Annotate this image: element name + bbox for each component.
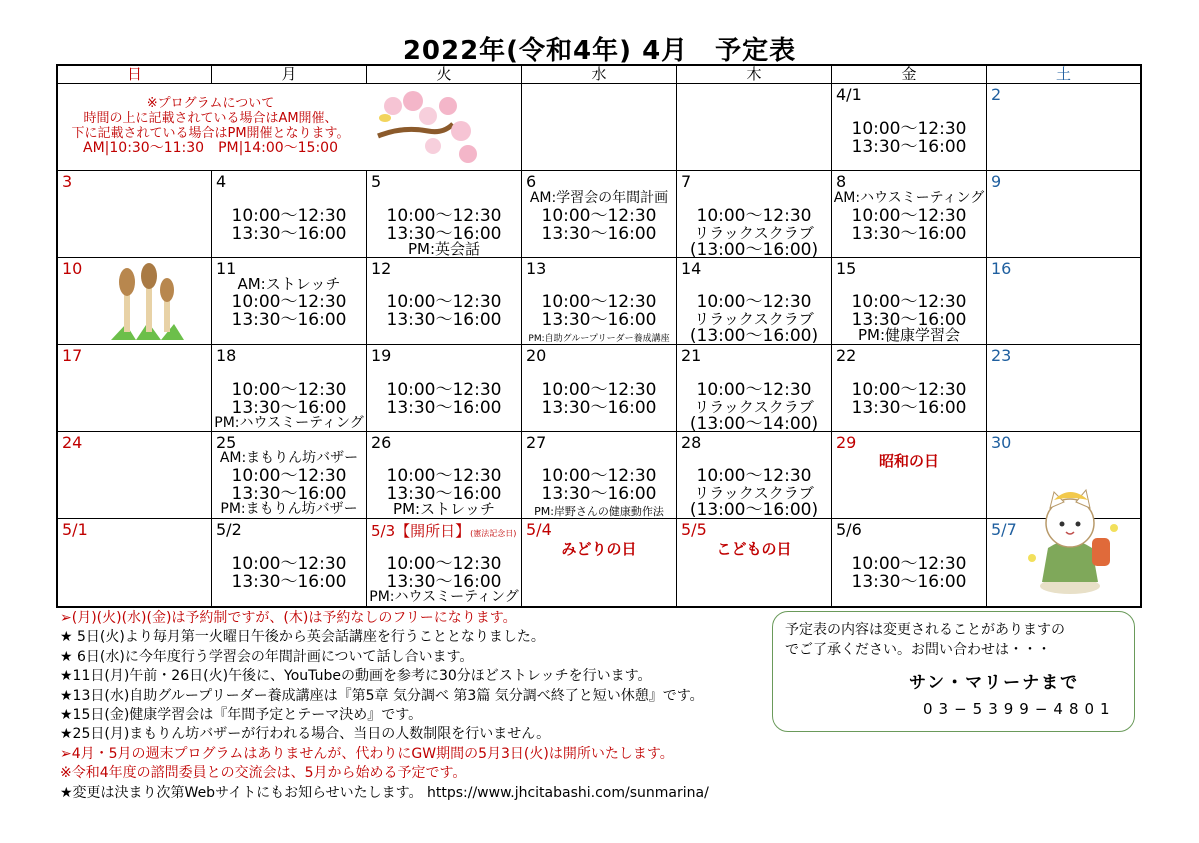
- time-pm: 13:30〜16:00: [386, 398, 502, 418]
- time-am: 10:00〜12:30: [386, 380, 502, 400]
- day-cell-11: [212, 258, 367, 345]
- day-cell-5-5: [677, 519, 832, 606]
- holiday-kodomo: こどもの日: [716, 540, 792, 558]
- cat-mascot-illustration: [1018, 478, 1128, 598]
- day-number: 15: [836, 259, 857, 278]
- horsetail-illustration: [106, 262, 186, 342]
- event-bazaar-am: AM:まもりん坊バザー: [219, 450, 359, 466]
- time-pm: 13:30〜16:00: [231, 224, 347, 244]
- event-stretch-am: AM:ストレッチ: [237, 275, 341, 293]
- day-number: 12: [371, 259, 392, 278]
- time-pm: 13:30〜16:00: [851, 398, 967, 418]
- day-number: 19: [371, 346, 392, 365]
- event-house-pm: PM:ハウスミーティング: [214, 415, 364, 431]
- day-number: 11: [216, 259, 237, 278]
- day-cell-27: [522, 432, 677, 519]
- time-am: 10:00〜12:30: [541, 292, 657, 312]
- day-number: 4/1: [836, 85, 862, 104]
- day-number: 2: [991, 85, 1002, 104]
- note-item: ➢4月・5月の週末プログラムはありませんが、代わりにGW期間の5月3日(火)は開所いたします。: [60, 745, 674, 762]
- time-pm: 13:30〜16:00: [541, 224, 657, 244]
- time-am: 10:00〜12:30: [696, 380, 812, 400]
- time-am: 10:00〜12:30: [386, 466, 502, 486]
- day-number: 22: [836, 346, 857, 365]
- time-am: 10:00〜12:30: [541, 206, 657, 226]
- time-am: 10:00〜12:30: [386, 206, 502, 226]
- day-cell-5: [367, 171, 522, 258]
- day-number: 27: [526, 433, 547, 452]
- program-notice: [58, 84, 367, 171]
- time-am: 10:00〜12:30: [696, 466, 812, 486]
- day-cell-4-1: [832, 84, 987, 171]
- day-cell-5-3: [367, 519, 522, 606]
- time-am: 10:00〜12:30: [231, 206, 347, 226]
- contact-line-2: でご了承ください。お問い合わせは・・・: [785, 642, 1051, 658]
- holiday-note: (憲法記念日): [470, 529, 517, 538]
- day-number: 25: [216, 433, 237, 452]
- day-cell-4: [212, 171, 367, 258]
- day-number: 5/5: [681, 520, 707, 539]
- day-cell-6: [522, 171, 677, 258]
- day-number: 5/6: [836, 520, 862, 539]
- note-item: ★25日(月)まもりん坊バザーが行われる場合、当日の人数制限を行いません。: [60, 726, 551, 743]
- time-am: 10:00〜12:30: [541, 380, 657, 400]
- day-number: 23: [991, 346, 1012, 365]
- day-cell-18: [212, 345, 367, 432]
- day-number: 9: [991, 172, 1002, 191]
- event-health: PM:健康学習会: [857, 326, 961, 344]
- day-cell-26: [367, 432, 522, 519]
- time-pm: 13:30〜16:00: [851, 137, 967, 157]
- day-number: 14: [681, 259, 702, 278]
- note-item: ★11日(月)午前・26日(火)午後に、YouTubeの動画を参考に30分ほどストレッチを行います。: [60, 668, 652, 685]
- day-cell-13: [522, 258, 677, 345]
- day-cell-16: [987, 258, 1140, 345]
- time-pm: 13:30〜16:00: [851, 224, 967, 244]
- contact-message: [785, 620, 1065, 660]
- time-am: 10:00〜12:30: [231, 380, 347, 400]
- contact-phone: 03−5399−4801: [923, 700, 1116, 718]
- note-item: ※令和4年度の諮問委員との交流会は、5月から始める予定です。: [60, 765, 467, 782]
- day-number: [371, 520, 516, 541]
- holiday-midori: みどりの日: [561, 540, 637, 558]
- day-number: 10: [62, 259, 83, 278]
- time-pm: 13:30〜16:00: [541, 398, 657, 418]
- day-cell-15: [832, 258, 987, 345]
- event-relax-time: (13:00〜14:00): [689, 414, 819, 432]
- day-number: 6: [526, 172, 537, 191]
- time-am: 10:00〜12:30: [231, 292, 347, 312]
- time-pm: 13:30〜16:00: [386, 572, 502, 592]
- day-number: 18: [216, 346, 237, 365]
- day-cell-23: [987, 345, 1140, 432]
- day-cell-29: [832, 432, 987, 519]
- day-number: 3: [62, 172, 73, 191]
- note-item: ★ 5日(火)より毎月第一火曜日午後から英会話講座を行うこととなりました。: [60, 629, 545, 646]
- day-number: 8: [836, 172, 847, 191]
- time-pm: 13:30〜16:00: [541, 484, 657, 504]
- day-cell-7: [677, 171, 832, 258]
- time-am: 10:00〜12:30: [231, 554, 347, 574]
- day-cell-5-1: [58, 519, 212, 606]
- day-cell-21: [677, 345, 832, 432]
- event-house-pm: PM:ハウスミーティング: [369, 589, 519, 605]
- day-cell-8: [832, 171, 987, 258]
- weekday-sun: 日: [58, 66, 212, 84]
- day-number: 30: [991, 433, 1012, 452]
- notice-line-3: 下に記載されている場合はPM開催となります。: [71, 126, 350, 141]
- time-pm: 13:30〜16:00: [231, 484, 347, 504]
- time-pm: 13:30〜16:00: [231, 572, 347, 592]
- day-number: 16: [991, 259, 1012, 278]
- event-relax-time: (13:00〜16:00): [689, 326, 819, 345]
- notice-line-2: 時間の上に記載されている場合はAM開催、: [83, 111, 338, 126]
- time-pm: 13:30〜16:00: [851, 572, 967, 592]
- weekday-thu: 木: [677, 66, 832, 84]
- cherry-blossom-cell: [367, 84, 522, 171]
- note-item: ★13日(水)自助グループリーダー養成講座は『第5章 気分調べ 第3篇 気分調べ終了と短い休憩』です。: [60, 687, 704, 704]
- day-cell-12: [367, 258, 522, 345]
- time-pm: 13:30〜16:00: [231, 310, 347, 330]
- day-number: 5/1: [62, 520, 88, 539]
- day-cell-17: [58, 345, 212, 432]
- day-cell-5-6: [832, 519, 987, 606]
- day-cell-25: [212, 432, 367, 519]
- note-item: ★変更は決まり次第Webサイトにもお知らせいたします。 https://www.jhcitabashi.com/sunmarina/: [60, 784, 709, 801]
- day-number: 5/7: [991, 520, 1017, 539]
- time-am: 10:00〜12:30: [386, 292, 502, 312]
- event-relax-time: (13:00〜16:00): [689, 240, 819, 258]
- event-kishino: PM:岸野さんの健康動作法: [534, 505, 664, 518]
- time-pm: 13:30〜16:00: [541, 310, 657, 330]
- day-cell-5-2: [212, 519, 367, 606]
- event-relax: リラックスクラブ: [694, 224, 814, 242]
- event-stretch-pm: PM:ストレッチ: [393, 500, 495, 518]
- notice-line-1: ※プログラムについて: [146, 96, 275, 111]
- day-label: 5/3【開所日】: [371, 522, 471, 540]
- time-am: 10:00〜12:30: [696, 206, 812, 226]
- time-am: 10:00〜12:30: [851, 206, 967, 226]
- weekday-tue: 火: [367, 66, 522, 84]
- day-cell-empty: [677, 84, 832, 171]
- day-number: 24: [62, 433, 83, 452]
- note-item: ★ 6日(水)に今年度行う学習会の年間計画について話し合います。: [60, 648, 474, 665]
- time-am: 10:00〜12:30: [541, 466, 657, 486]
- time-pm: 13:30〜16:00: [231, 398, 347, 418]
- time-pm: 13:30〜16:00: [386, 310, 502, 330]
- day-cell-10: [58, 258, 212, 345]
- day-number: 5: [371, 172, 382, 191]
- day-number: 17: [62, 346, 83, 365]
- page-title: 2022年(令和4年) 4月 予定表: [402, 36, 797, 66]
- contact-name: サン・マリーナまで: [909, 673, 1080, 693]
- event-relax: リラックスクラブ: [694, 310, 814, 328]
- event-plan: AM:学習会の年間計画: [529, 190, 669, 206]
- note-item: ★15日(金)健康学習会は『年間予定とテーマ決め』です。: [60, 706, 423, 723]
- time-am: 10:00〜12:30: [696, 292, 812, 312]
- note-item: ➢(月)(火)(水)(金)は予約制ですが、(木)は予約なしのフリーになります。: [60, 610, 517, 626]
- day-cell-19: [367, 345, 522, 432]
- day-cell-9: [987, 171, 1140, 258]
- event-house-am: AM:ハウスミーティング: [833, 190, 985, 206]
- calendar-grid: [56, 64, 1142, 608]
- weekday-sat: 土: [987, 66, 1140, 84]
- day-cell-24: [58, 432, 212, 519]
- time-am: 10:00〜12:30: [851, 380, 967, 400]
- time-am: 10:00〜12:30: [851, 292, 967, 312]
- event-bazaar-pm: PM:まもりん坊バザー: [220, 501, 358, 517]
- time-am: 10:00〜12:30: [386, 554, 502, 574]
- weekday-fri: 金: [832, 66, 987, 84]
- day-number: 29: [836, 433, 857, 452]
- day-number: 26: [371, 433, 392, 452]
- contact-box: [772, 611, 1135, 732]
- day-number: 28: [681, 433, 702, 452]
- weekday-mon: 月: [212, 66, 367, 84]
- day-number: 4: [216, 172, 227, 191]
- notice-line-4: AM|10:30〜11:30 PM|14:00〜15:00: [83, 140, 338, 156]
- day-cell-28: [677, 432, 832, 519]
- event-english: PM:英会話: [407, 240, 481, 258]
- cherry-blossom-illustration: [373, 86, 483, 166]
- notes-list: [60, 609, 780, 803]
- day-number: 7: [681, 172, 692, 191]
- day-number: 13: [526, 259, 547, 278]
- event-leader: PM:自助グループリーダー養成講座: [528, 334, 670, 344]
- time-pm: 13:30〜16:00: [851, 310, 967, 330]
- day-cell-empty: [522, 84, 677, 171]
- time-am: 10:00〜12:30: [851, 554, 967, 574]
- day-number: 21: [681, 346, 702, 365]
- time-pm: 13:30〜16:00: [386, 224, 502, 244]
- day-cell-5-4: [522, 519, 677, 606]
- time-am: 10:00〜12:30: [231, 466, 347, 486]
- holiday-showa: 昭和の日: [878, 452, 939, 470]
- time-am: 10:00〜12:30: [851, 119, 967, 139]
- contact-line-1: 予定表の内容は変更されることがありますの: [785, 622, 1065, 638]
- day-cell-20: [522, 345, 677, 432]
- day-number: 5/2: [216, 520, 242, 539]
- time-pm: 13:30〜16:00: [386, 484, 502, 504]
- event-relax: リラックスクラブ: [694, 484, 814, 502]
- day-number: 20: [526, 346, 547, 365]
- day-cell-22: [832, 345, 987, 432]
- day-cell-3: [58, 171, 212, 258]
- event-relax-time: (13:00〜16:00): [689, 500, 819, 519]
- day-cell-14: [677, 258, 832, 345]
- event-relax: リラックスクラブ: [694, 398, 814, 416]
- day-number: 5/4: [526, 520, 552, 539]
- day-cell-2: [987, 84, 1140, 171]
- weekday-wed: 水: [522, 66, 677, 84]
